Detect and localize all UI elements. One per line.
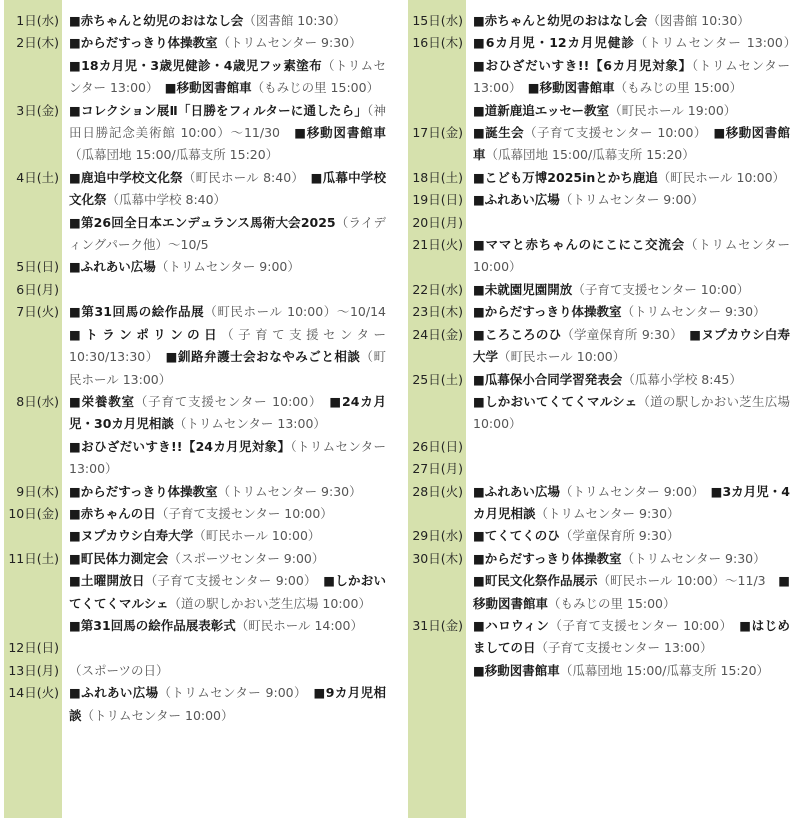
event-name: ■町民文化祭作品展示 <box>473 573 598 589</box>
day-events <box>466 525 792 547</box>
event-detail: （トリムセンター 9:00） <box>559 192 704 208</box>
event-name: ■赤ちゃんと幼児のおはなし会 <box>473 13 648 28</box>
day-events <box>62 100 388 167</box>
day-events <box>466 301 792 323</box>
event-detail: （トリムセンター 9:00） <box>158 685 301 701</box>
day-label: 12日(日) <box>8 640 59 656</box>
event-detail: （道の駅しかおい芝生広場 10:00） <box>168 595 371 611</box>
event-name: ■コレクション展Ⅱ「日勝をフィルターに通したら」 <box>69 102 368 118</box>
event-item <box>473 327 677 342</box>
event-item <box>473 573 766 588</box>
event-name: ■ヌプカウシ白寿大学 <box>69 528 194 544</box>
event-item <box>69 13 346 28</box>
day-label: 31日(金) <box>412 617 463 633</box>
event-detail: （子育て支援センター 9:00） <box>144 573 311 589</box>
event-detail: （トリムセンター 9:30） <box>535 505 680 521</box>
day-label: 26日(日) <box>412 438 463 454</box>
event-item <box>69 394 316 409</box>
day-events <box>466 122 792 167</box>
day-events <box>466 324 792 369</box>
event-detail: （町民ホール 13:00） <box>69 349 386 387</box>
event-detail: （トリムセンター 9:30） <box>217 483 362 499</box>
event-detail: （道の駅しかおい芝生広場 10:00） <box>473 393 790 432</box>
event-item <box>69 528 320 543</box>
event-item <box>165 80 379 95</box>
event-name: ■釧路弁護士会おなやみごと相談 <box>165 349 361 365</box>
event-item <box>473 282 749 297</box>
event-item <box>473 35 790 50</box>
day-label: 21日(火) <box>412 237 463 253</box>
event-name: ■赤ちゃんの日 <box>69 505 156 521</box>
event-detail: （町民ホール 8:40） <box>182 169 298 185</box>
day-label: 16日(木) <box>412 35 463 51</box>
event-detail: （子育て支援センター 10:00） <box>572 281 750 297</box>
day-events <box>62 301 388 391</box>
day-events <box>466 615 792 682</box>
event-name: ■道新鹿追エッセー教室 <box>473 102 610 118</box>
day-label: 7日(火) <box>16 304 59 320</box>
day-events <box>62 682 388 727</box>
day-label: 25日(土) <box>412 371 463 387</box>
event-name: ■瓜幕中学校文化祭 <box>69 169 387 208</box>
event-name: ■誕生会 <box>473 125 525 141</box>
event-item <box>69 551 324 566</box>
event-detail: （町民ホール 10:00）～10/14 <box>204 304 386 320</box>
event-name: ■移動図書館車 <box>473 125 791 163</box>
event-item <box>69 685 301 700</box>
event-detail: （スポーツセンター 9:00） <box>168 550 325 566</box>
event-name: ■移動図書館車 <box>164 80 252 96</box>
event-name: ■からだすっきり体操教室 <box>473 550 622 566</box>
day-label: 2日(木) <box>16 35 59 51</box>
event-name: ■トランポリンの日 <box>69 326 222 342</box>
event-item <box>69 439 386 476</box>
calendar-column-right <box>408 0 792 818</box>
event-item <box>69 573 311 588</box>
event-item <box>69 663 169 678</box>
event-detail: （瓜幕中学校 8:40） <box>106 192 227 208</box>
event-name: ■おひざだいすき!!【6カ月児対象】 <box>473 57 692 73</box>
day-events <box>466 279 792 301</box>
event-name: ■第26回全日本エンデュランス馬術大会2025 <box>69 214 336 230</box>
event-detail: （もみじの里 15:00） <box>548 595 676 611</box>
event-detail: （子育て支援センター 10:00） <box>155 505 333 521</box>
event-item <box>69 170 298 185</box>
day-label: 5日(日) <box>16 259 59 275</box>
event-item <box>69 259 300 274</box>
day-label: 15日(水) <box>412 13 463 28</box>
event-name: ■18カ月児・3歳児健診・4歳児フッ素塗布 <box>69 57 323 73</box>
event-name: ■ヌプカウシ白寿大学 <box>473 326 790 365</box>
event-detail: （トリムセンター 13:00） <box>473 57 790 96</box>
event-name: ■町民体力測定会 <box>69 550 169 566</box>
event-item <box>473 484 698 499</box>
event-name: ■未就園児園開放 <box>473 281 573 297</box>
day-events <box>466 189 792 211</box>
event-detail: （トリムセンター 9:30） <box>217 35 362 51</box>
event-name: ■ふれあい広場 <box>69 259 156 275</box>
day-label: 17日(金) <box>412 125 463 141</box>
event-name: ■移動図書館車 <box>473 662 560 678</box>
day-events <box>466 234 792 279</box>
event-name: ■ふれあい広場 <box>69 685 159 701</box>
event-detail: （子育て支援センター 13:00） <box>535 640 713 656</box>
day-label: 13日(月) <box>8 662 59 678</box>
event-name: ■移動図書館車 <box>294 125 386 141</box>
day-label: 23日(木) <box>412 304 463 320</box>
event-detail: （トリムセンター 9:00） <box>155 259 300 275</box>
event-name: ■ママと赤ちゃんのにこにこ交流会 <box>473 237 685 253</box>
event-name: ■移動図書館車 <box>527 80 615 96</box>
event-name: ■しかおいてくてくマルシェ <box>473 393 638 409</box>
day-events <box>62 279 388 301</box>
day-label: 10日(金) <box>8 505 59 521</box>
day-label: 29日(水) <box>412 528 463 544</box>
event-name: ■てくてくのひ <box>473 528 560 544</box>
event-detail: （瓜幕団地 15:00/瓜幕支所 15:20） <box>559 662 770 678</box>
event-name: ■9カ月児相談 <box>69 685 386 723</box>
day-label: 24日(金) <box>412 326 463 342</box>
event-detail: （町民ホール 14:00） <box>235 617 363 633</box>
day-events <box>466 481 792 526</box>
day-events <box>466 212 792 234</box>
event-name: ■しかおいてくてくマルシェ <box>69 573 386 611</box>
day-label: 1日(水) <box>16 13 59 28</box>
event-detail: （瓜幕小学校 8:45） <box>622 371 742 387</box>
event-item <box>473 304 766 319</box>
day-events <box>62 481 388 503</box>
event-item <box>69 35 362 50</box>
event-detail: （もみじの里 15:00） <box>251 80 380 96</box>
event-item <box>473 13 750 28</box>
event-name: ■移動図書館車 <box>473 573 790 611</box>
event-detail: （子育て支援センター 10:00） <box>524 125 701 141</box>
event-item <box>69 618 363 633</box>
day-events <box>62 10 388 32</box>
day-events <box>466 436 792 458</box>
event-detail: （トリムセンター 10:00） <box>81 707 234 723</box>
day-label: 28日(火) <box>412 483 463 499</box>
day-label: 6日(月) <box>16 281 59 297</box>
event-detail: （瓜幕団地 15:00/瓜幕支所 15:20） <box>69 147 279 163</box>
event-detail: （トリムセンター 9:30） <box>621 304 766 320</box>
day-label: 8日(水) <box>16 393 59 409</box>
event-item <box>69 304 386 319</box>
event-name: ■からだすっきり体操教室 <box>69 35 218 51</box>
event-detail: （学童保育所 9:30） <box>561 326 677 342</box>
event-name: ■おひざだいすき!!【24カ月児対象】 <box>69 438 291 454</box>
day-events <box>466 458 792 480</box>
event-name: ■赤ちゃんと幼児のおはなし会 <box>69 13 244 28</box>
event-detail: （トリムセンター 13:00） <box>69 57 386 96</box>
event-detail: （トリムセンター 9:30） <box>621 550 766 566</box>
event-name: ■6カ月児・12カ月児健診 <box>473 35 635 51</box>
day-events <box>466 369 792 436</box>
event-item <box>528 80 742 95</box>
event-detail: （町民ホール 10:00） <box>657 169 786 185</box>
event-detail: （図書館 10:30） <box>647 13 750 28</box>
day-label: 27日(月) <box>412 461 463 477</box>
schedule-list <box>408 10 792 682</box>
event-detail: （学童保育所 9:30） <box>559 528 680 544</box>
event-detail: （トリムセンター 13:00） <box>173 416 326 432</box>
day-events <box>62 503 388 548</box>
event-name: ■からだすっきり体操教室 <box>473 304 622 320</box>
day-events <box>62 548 388 638</box>
event-detail: （子育て支援センター 10:00） <box>549 617 727 633</box>
event-name: ■からだすっきり体操教室 <box>69 483 218 499</box>
event-detail: （トリムセンター 13:00） <box>634 35 791 51</box>
event-detail: （トリムセンター 13:00） <box>69 438 386 477</box>
day-events <box>466 10 792 32</box>
day-label: 22日(水) <box>412 281 463 297</box>
day-label: 30日(木) <box>412 550 463 566</box>
event-item <box>69 506 333 521</box>
day-label: 9日(木) <box>16 483 59 499</box>
event-detail: （トリムセンター 10:00） <box>473 237 790 275</box>
event-detail: （図書館 10:30） <box>243 13 346 28</box>
event-name: ■はじめましての日 <box>473 617 791 656</box>
event-detail: （町民ホール 10:00） <box>498 349 626 365</box>
event-detail: （もみじの里 15:00） <box>614 80 743 96</box>
calendar-column-left <box>4 0 388 818</box>
day-events <box>62 660 388 682</box>
event-name: ■瓜幕保小合同学習発表会 <box>473 371 623 387</box>
day-events <box>62 256 388 278</box>
event-detail: （町民ホール 19:00） <box>609 102 737 118</box>
day-label: 18日(土) <box>412 169 463 185</box>
event-name: ■土曜開放日 <box>69 573 145 589</box>
day-events <box>62 167 388 257</box>
event-item <box>69 484 362 499</box>
day-events <box>62 391 388 481</box>
event-detail: （子育て支援センター 10:30/13:30） <box>69 326 386 365</box>
event-name: ■こども万博2025inとかち鹿追 <box>473 169 658 185</box>
event-name: ■栄養教室 <box>69 393 135 409</box>
event-detail: （スポーツの日） <box>69 662 169 678</box>
event-item <box>473 103 736 118</box>
event-detail: （町民ホール 10:00）～11/3 <box>597 573 766 589</box>
event-detail: （町民ホール 10:00） <box>193 528 321 544</box>
day-label: 3日(金) <box>16 102 59 118</box>
day-label: 4日(土) <box>16 169 59 185</box>
day-label: 19日(日) <box>412 192 463 208</box>
event-detail: （子育て支援センター 10:00） <box>134 393 317 409</box>
event-name: ■3カ月児・4カ月児相談 <box>473 483 790 521</box>
day-events <box>466 548 792 615</box>
event-item <box>473 618 726 633</box>
event-name: ■ころころのひ <box>473 326 562 342</box>
day-label: 14日(火) <box>8 685 59 701</box>
day-events <box>466 32 792 122</box>
event-item <box>473 663 769 678</box>
event-name: ■第31回馬の絵作品展 <box>69 304 205 320</box>
event-name: ■ふれあい広場 <box>473 483 560 499</box>
day-events <box>62 32 388 99</box>
day-label: 20日(月) <box>412 214 463 230</box>
day-events <box>466 167 792 189</box>
event-item <box>473 528 679 543</box>
event-item <box>473 192 704 207</box>
event-item <box>473 125 701 140</box>
event-name: ■24カ月児・30カ月児相談 <box>69 393 386 432</box>
event-name: ■第31回馬の絵作品展表彰式 <box>69 617 236 633</box>
event-item <box>473 394 790 431</box>
event-detail: （瓜幕団地 15:00/瓜幕支所 15:20） <box>485 147 695 163</box>
event-detail: （トリムセンター 9:00） <box>560 483 699 499</box>
event-item <box>473 551 766 566</box>
event-detail: （神田日勝記念美術館 10:00）～11/30 <box>69 102 386 141</box>
schedule-list <box>4 10 388 727</box>
event-name: ■ハロウィン <box>473 617 550 633</box>
event-name: ■ふれあい広場 <box>473 192 560 208</box>
event-item <box>473 237 790 274</box>
event-item <box>473 170 785 185</box>
event-item <box>473 372 742 387</box>
event-detail: （ライディングパーク他）～10/5 <box>69 214 386 253</box>
event-item <box>69 215 386 252</box>
day-events <box>62 637 388 659</box>
day-label: 11日(土) <box>8 550 59 566</box>
event-name: ■鹿追中学校文化祭 <box>69 169 183 185</box>
